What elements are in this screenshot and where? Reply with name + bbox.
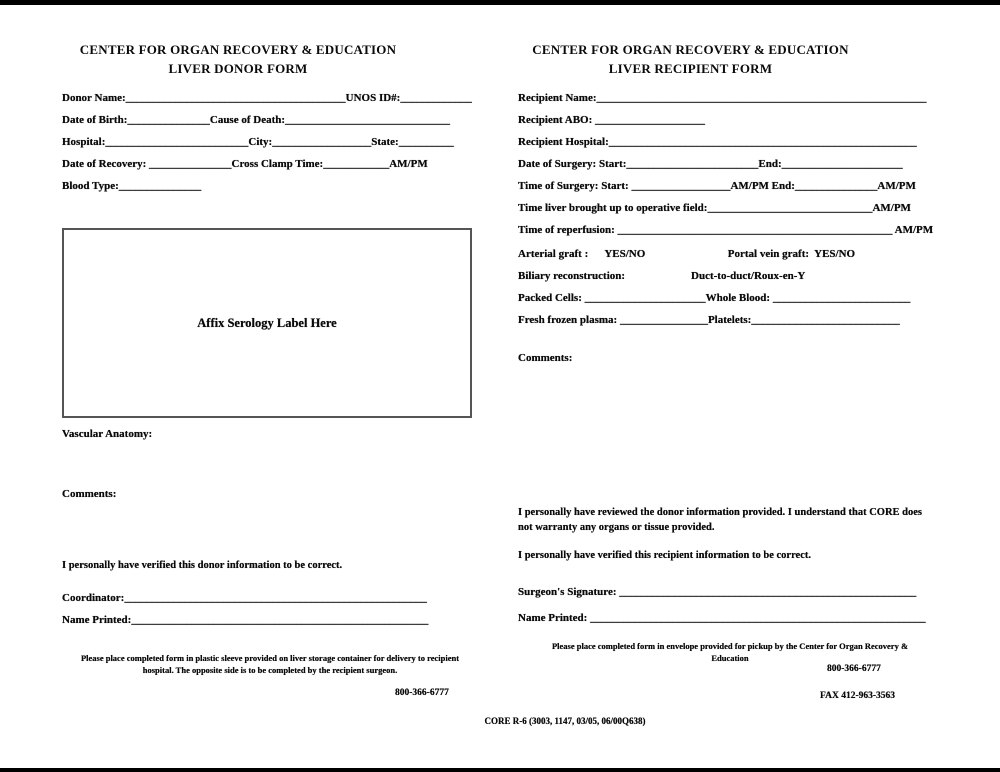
recipient-name-line: Recipient Name:____________________________________________________________ [518,92,927,104]
donor-verification-text: I personally have verified this donor information to be correct. [62,560,343,571]
donor-form-title: LIVER DONOR FORM [168,61,308,76]
surgeon-signature-line: Surgeon's Signature: ______________________________________________________ [518,586,917,598]
blood-type-line: Blood Type:_______________ [62,180,202,192]
date-of-birth-line: Date of Birth:_______________Cause of Death:______________________________ [62,114,451,126]
donor-org-name: CENTER FOR ORGAN RECOVERY & EDUCATION [79,42,397,57]
packed-cells-line: Packed Cells: ______________________Whole Blood: _________________________ [518,292,911,304]
fresh-frozen-plasma-line: Fresh frozen plasma: ________________Platelets:___________________________ [518,314,900,326]
donor-name-line: Donor Name:________________________________________UNOS ID#:_____________ [62,92,472,104]
biliary-reconstruction-line: Biliary reconstruction: Duct-to-duct/Roux-en-Y [518,270,806,282]
recipient-review-text: I personally have reviewed the donor information provided. I understand that CORE does not warranty any organs or tissue provided. [518,507,922,533]
bottom-border [0,768,1000,772]
recipient-comments-label: Comments: [518,352,573,364]
donor-instructions: Please place completed form in plastic sleeve provided on liver storage container for delivery to recipient hospital. The opposite side is to be completed by the recipient surgeon. [80,653,460,675]
recipient-instructions: Please place completed form in envelope provided for pickup by the Center for Organ Recovery & Education [551,641,909,663]
top-border [0,0,1000,5]
serology-box-label: Affix Serology Label Here [197,315,337,330]
recipient-fax-number: FAX 412-963-3563 [820,691,896,701]
time-liver-operative-field-line: Time liver brought up to operative field:______________________________AM/PM [518,202,911,214]
recipient-verification-text: I personally have verified this recipient information to be correct. [518,550,811,561]
serology-label-box [62,228,472,418]
recipient-name-printed-line: Name Printed: _____________________________________________________________ [518,612,926,624]
date-of-recovery-line: Date of Recovery: _______________Cross Clamp Time:____________AM/PM [62,158,428,170]
time-of-reperfusion-line: Time of reperfusion: __________________________________________________ AM/PM [518,224,934,236]
donor-phone-number: 800-366-6777 [395,688,449,698]
coordinator-line: Coordinator:_______________________________________________________ [62,592,427,604]
date-of-surgery-line: Date of Surgery: Start:________________________End:______________________ [518,158,903,170]
hospital-line: Hospital:__________________________City:__________________State:__________ [62,136,454,148]
recipient-phone-number: 800-366-6777 [827,664,881,674]
vascular-anatomy-label: Vascular Anatomy: [62,428,153,440]
time-of-surgery-line: Time of Surgery: Start: __________________AM/PM End:_______________AM/PM [518,180,916,192]
form-code-footer: CORE R-6 (3003, 1147, 03/05, 06/00Q638) [484,716,646,726]
recipient-hospital-line: Recipient Hospital:________________________________________________________ [518,136,917,148]
donor-comments-label: Comments: [62,488,117,500]
recipient-org-name: CENTER FOR ORGAN RECOVERY & EDUCATION [532,42,849,57]
recipient-form-title: LIVER RECIPIENT FORM [608,61,773,76]
donor-name-printed-line: Name Printed:______________________________________________________ [62,614,429,626]
arterial-graft-line: Arterial graft : YES/NO Portal vein graft: YES/NO [518,248,856,260]
recipient-abo-line: Recipient ABO: ____________________ [518,114,705,126]
